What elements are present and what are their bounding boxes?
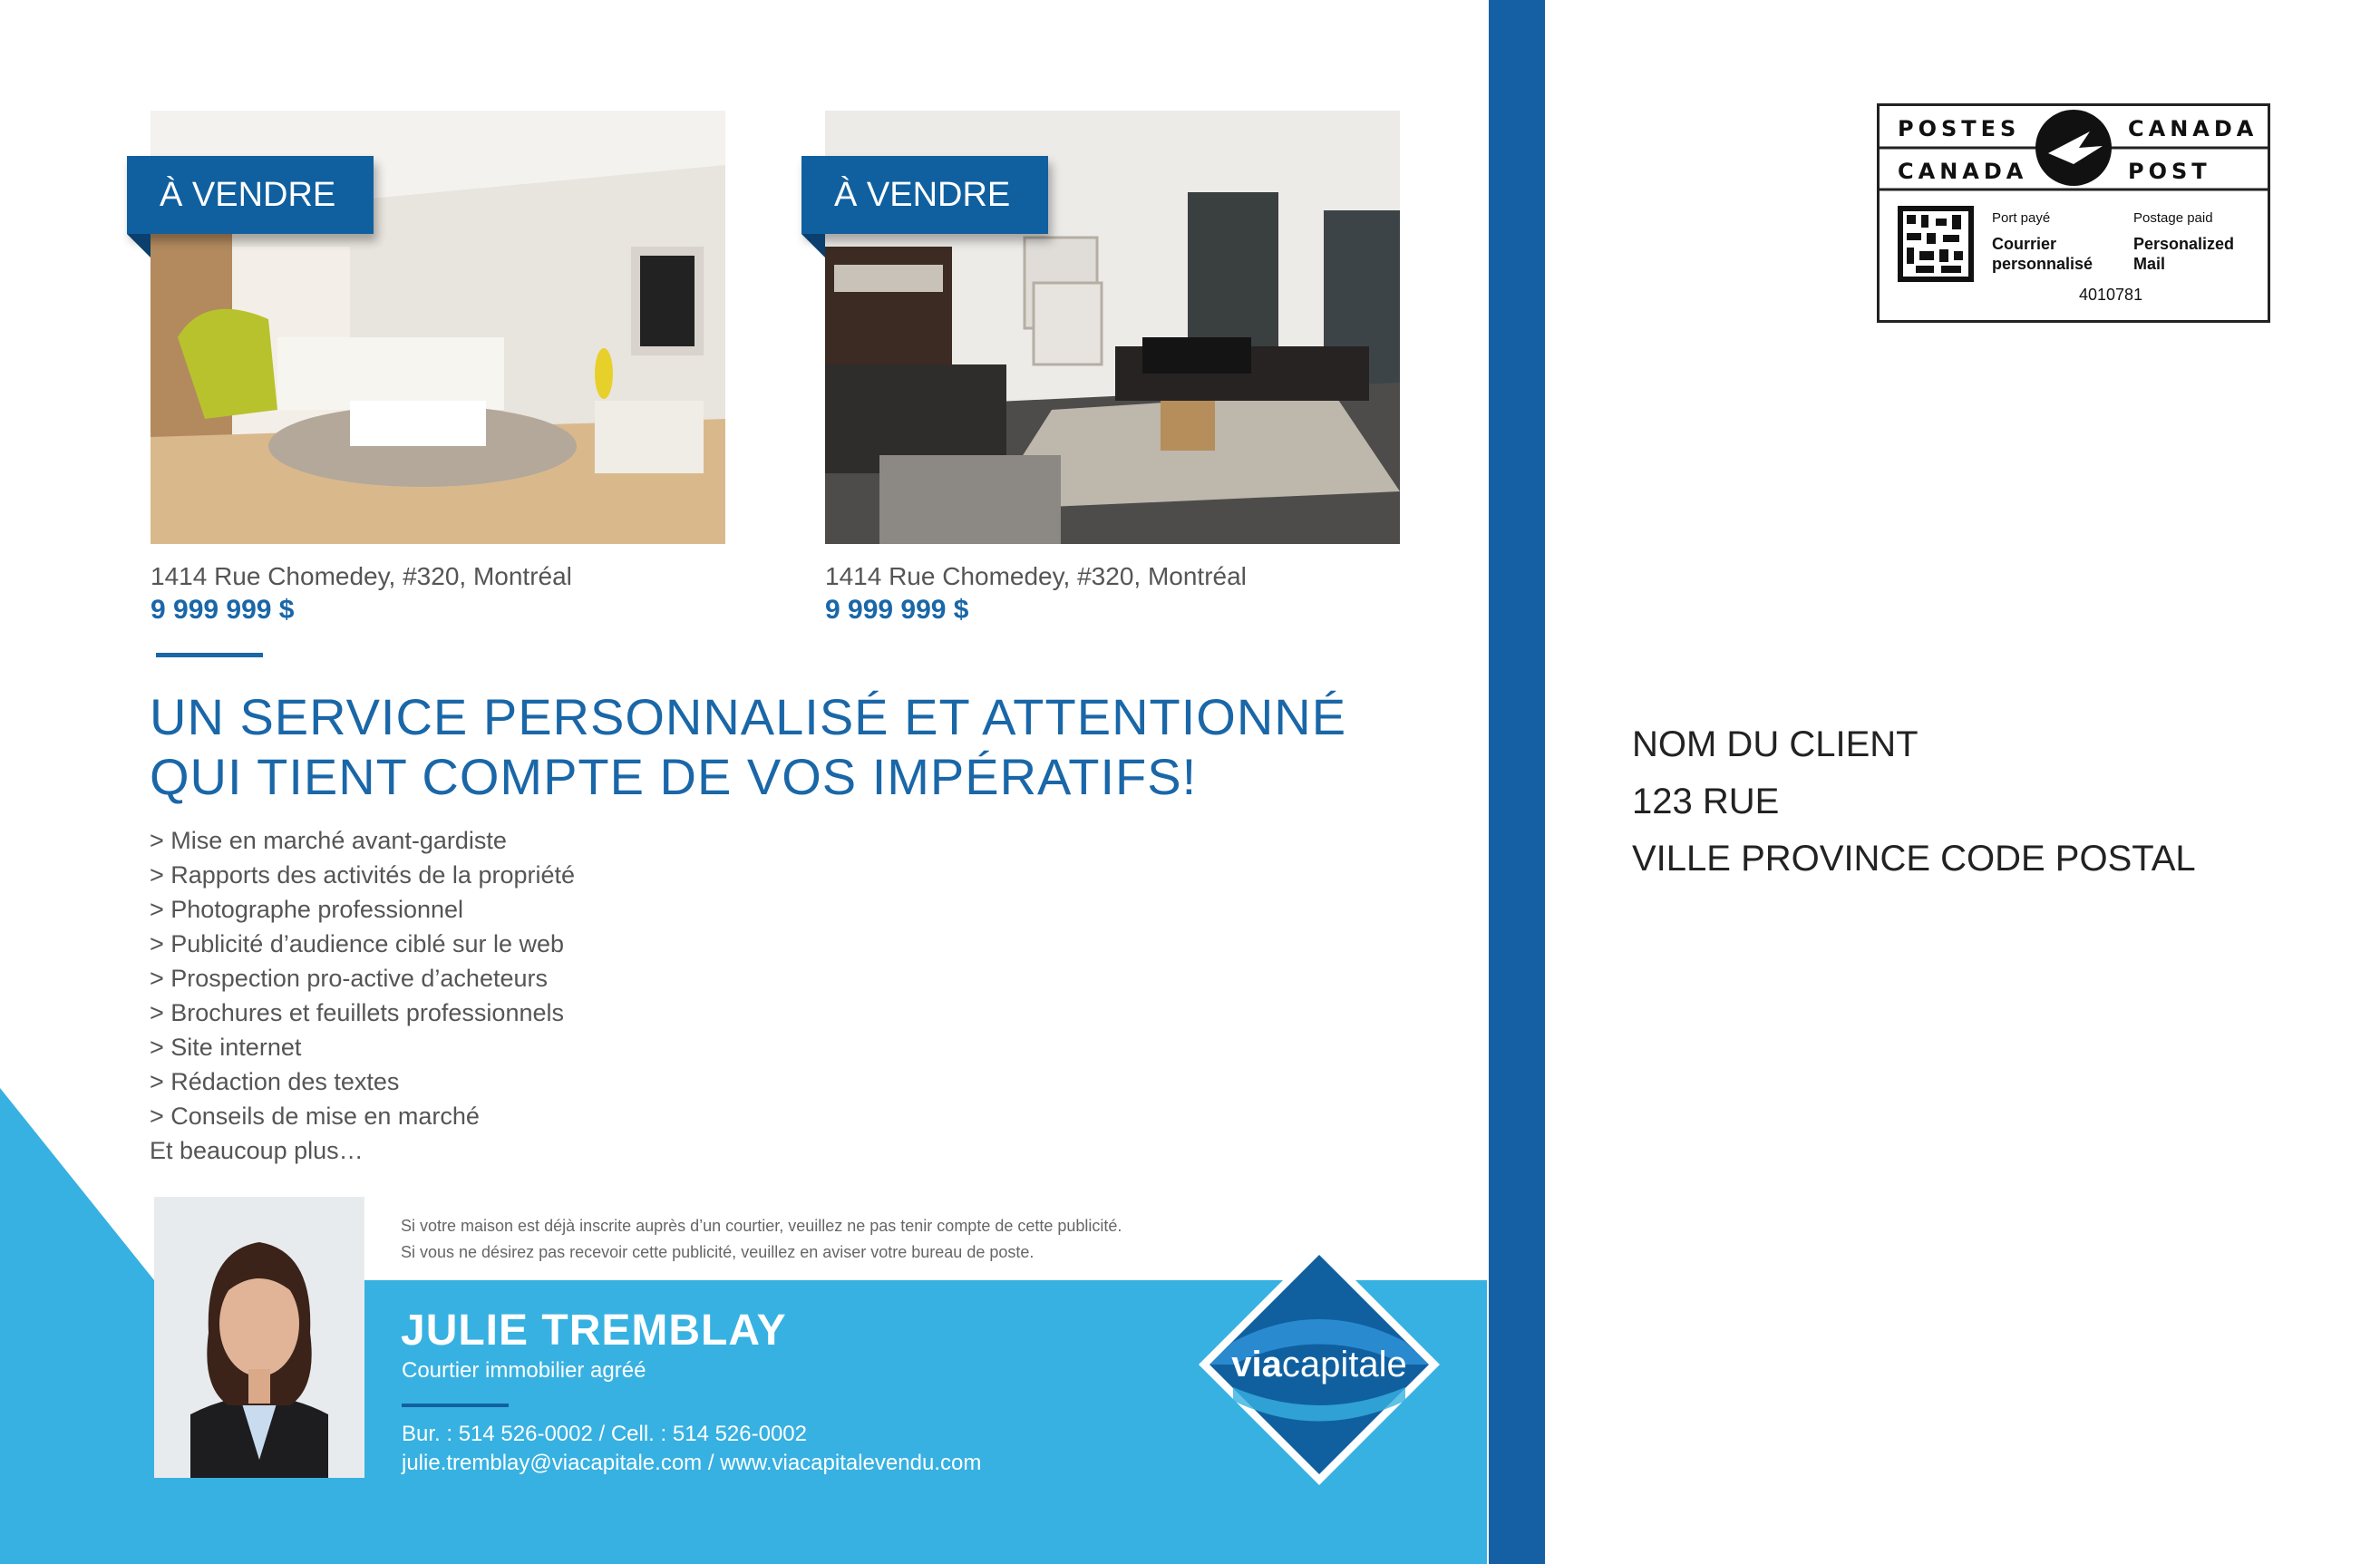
postage-top-left: POSTES [1898,116,2021,141]
agent-portrait [154,1197,364,1478]
logo-capitale: capitale [1281,1345,1407,1384]
feature-list [150,823,575,1168]
for-sale-badge-label: À VENDRE [834,176,1011,214]
headline [150,687,1346,807]
headline-rule [156,653,263,657]
for-sale-badge-1 [127,156,374,234]
for-sale-badge-2 [801,156,1048,234]
postage-mail-en-1: Personalized [2133,235,2235,253]
listing-address-1: 1414 Rue Chomedey, #320, Montréal [151,562,572,590]
listing-price-2: 9 999 999 $ [825,595,969,625]
feature-item: > Brochures et feuillets professionnels [150,999,564,1026]
datamatrix-barcode [1898,206,1974,282]
fold-divider [1489,0,1545,1564]
feature-item: > Prospection pro-active d’acheteurs [150,965,548,992]
logo-via: via [1231,1345,1282,1384]
postage-mail-fr-1: Courrier [1992,235,2057,253]
listing-address-2: 1414 Rue Chomedey, #320, Montréal [825,562,1247,590]
for-sale-badge-label: À VENDRE [160,176,336,214]
feature-item: > Rapports des activités de la propriété [150,861,576,889]
recipient-city: VILLE PROVINCE CODE POSTAL [1632,839,2196,879]
postage-indicia [1877,103,2270,323]
postage-paid-en: Postage paid [2133,210,2213,226]
postage-bottom-right: POST [2128,159,2211,184]
feature-item: Et beaucoup plus… [150,1137,364,1164]
feature-item: > Mise en marché avant-gardiste [150,827,507,854]
headline-line-1: UN SERVICE PERSONNALISÉ ET ATTENTIONNÉ [150,688,1347,745]
recipient-address [1632,716,2196,888]
postage-number: 4010781 [2079,286,2143,304]
feature-item: > Site internet [150,1034,302,1061]
disclaimer-line-2: Si vous ne désirez pas recevoir cette publicité, veuillez en aviser votre bureau de poste. [401,1243,1035,1261]
postage-paid-fr: Port payé [1992,210,2051,226]
svg-text:viacapitale [1231,1345,1406,1384]
recipient-name: NOM DU CLIENT [1632,724,1919,764]
agent-phones: Bur. : 514 526-0002 / Cell. : 514 526-0002 [402,1422,807,1446]
agent-name: JULIE TREMBLAY [401,1307,787,1355]
recipient-street: 123 RUE [1632,782,1780,821]
feature-item: > Publicité d’audience ciblé sur le web [150,930,565,957]
headline-line-2: QUI TIENT COMPTE DE VOS IMPÉRATIFS! [150,748,1198,805]
agent-divider [402,1404,509,1407]
postage-mail-fr-2: personnalisé [1992,255,2093,273]
postage-mail-en-2: Mail [2133,255,2166,273]
viacapitale-logo [1197,1242,1442,1487]
disclaimer [401,1213,1122,1266]
postage-top-right: CANADA [2128,116,2259,141]
listing-price-1: 9 999 999 $ [151,595,295,625]
agent-title: Courtier immobilier agréé [402,1358,646,1383]
agent-web: julie.tremblay@viacapitale.com / www.viacapitalevendu.com [402,1451,982,1475]
feature-item: > Rédaction des textes [150,1068,400,1095]
agent-contact [402,1420,981,1478]
postage-bottom-left: CANADA [1898,159,2028,184]
disclaimer-line-1: Si votre maison est déjà inscrite auprès d’un courtier, veuillez ne pas tenir compte de cette publicité. [401,1217,1122,1235]
feature-item: > Conseils de mise en marché [150,1103,480,1130]
feature-item: > Photographe professionnel [150,896,464,923]
